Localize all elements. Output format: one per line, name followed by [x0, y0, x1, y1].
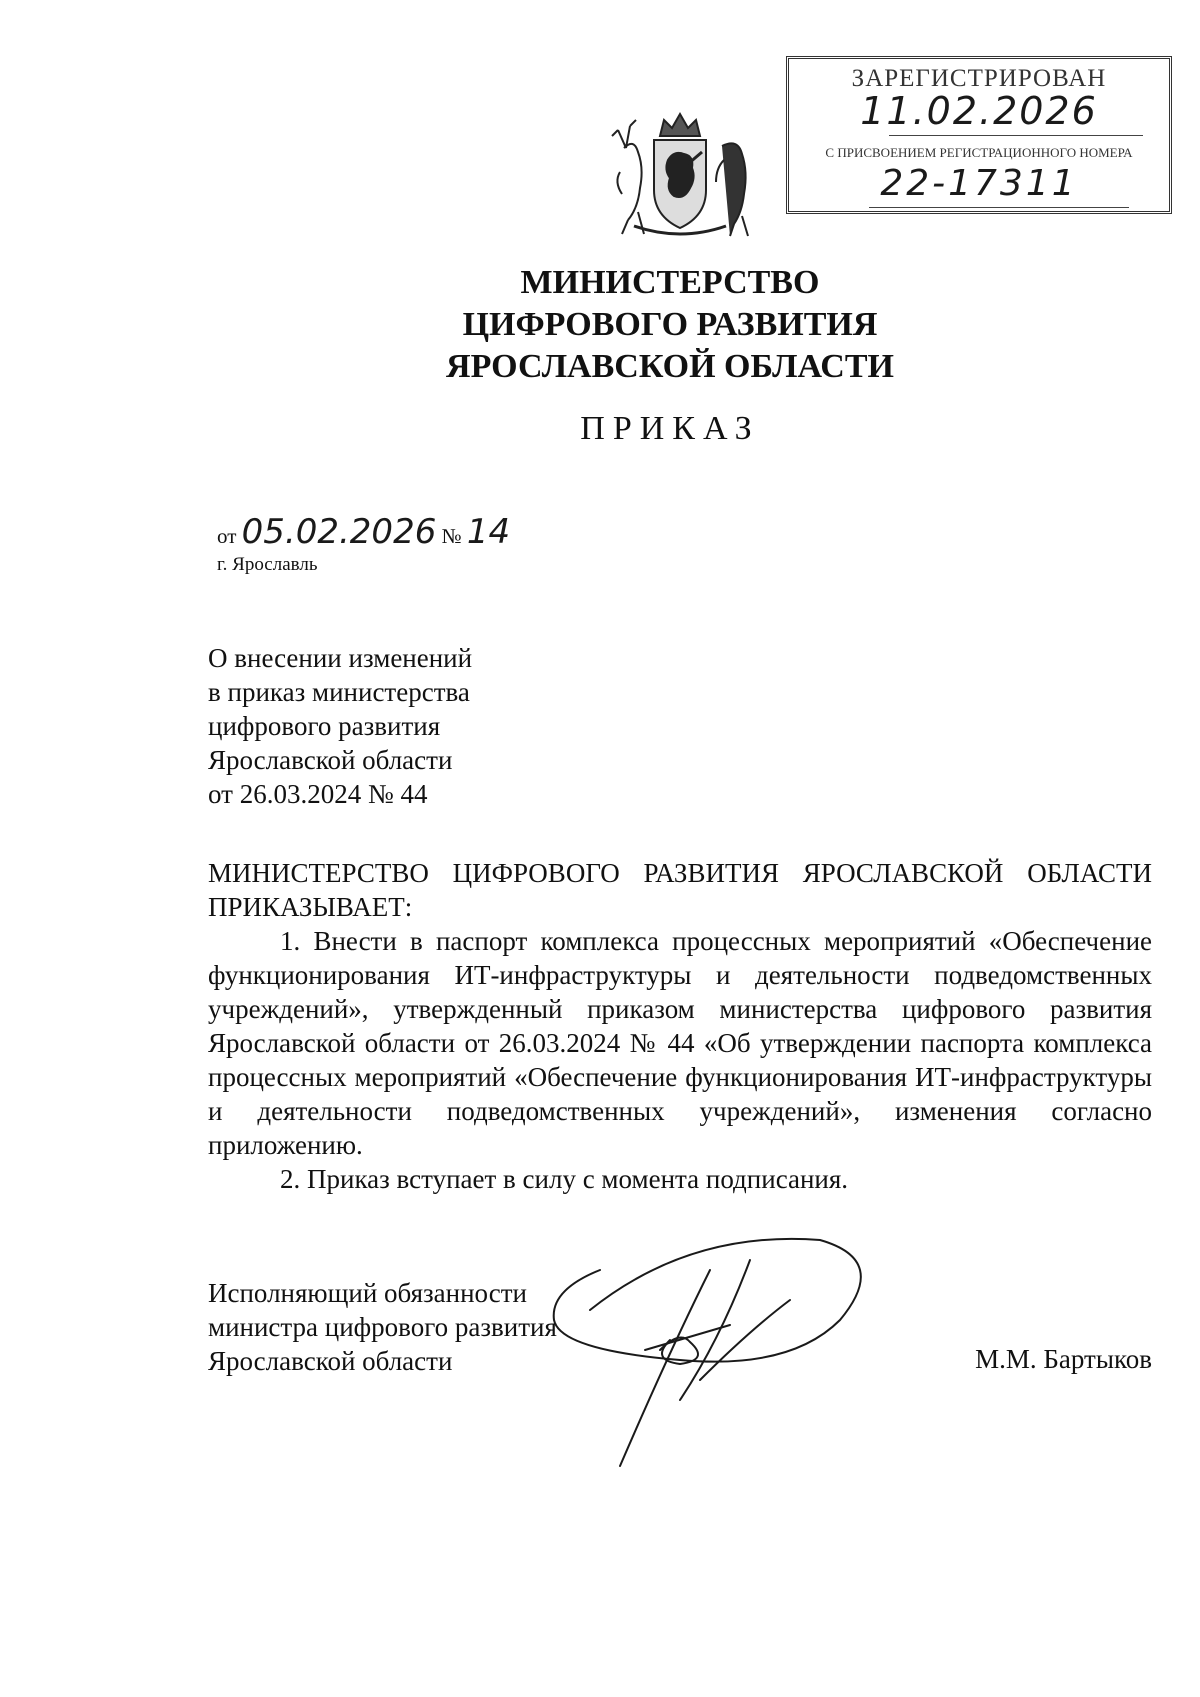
signatory-position	[208, 1276, 557, 1378]
registration-stamp	[786, 56, 1172, 214]
subject-line: от 26.03.2024 № 44	[208, 779, 428, 809]
subject-line: в приказ министерства	[208, 677, 470, 707]
number-prefix: №	[441, 524, 462, 548]
order-subject	[208, 641, 472, 811]
subject-line: О внесении изменений	[208, 643, 473, 673]
subject-line: цифрового развития	[208, 711, 441, 741]
date-prefix: от	[217, 524, 237, 548]
ministry-name	[0, 262, 1200, 388]
signatory-name: М.М. Бартыков	[975, 1344, 1152, 1374]
coat-of-arms-icon	[604, 108, 756, 244]
order-city: г. Ярославль	[217, 554, 318, 575]
signatory-position-line: министра цифрового развития	[208, 1312, 557, 1342]
order-date-number	[217, 512, 510, 552]
stamp-caption: С ПРИСВОЕНИЕМ РЕГИСТРАЦИОННОГО НОМЕРА	[825, 145, 1133, 160]
subject-line: Ярославской области	[208, 745, 453, 775]
stamp-underline	[889, 135, 1143, 136]
ministry-name-line: ЦИФРОВОГО РАЗВИТИЯ	[462, 306, 878, 343]
preamble-line: ПРИКАЗЫВАЕТ:	[208, 892, 413, 922]
ministry-name-line: ЯРОСЛАВСКОЙ ОБЛАСТИ	[446, 348, 894, 385]
signatory-position-line: Исполняющий обязанности	[208, 1278, 527, 1308]
stamp-title: ЗАРЕГИСТРИРОВАН	[851, 65, 1107, 92]
stamp-date: 11.02.2026	[860, 89, 1098, 133]
order-paragraph-2: 2. Приказ вступает в силу с момента подписания.	[280, 1164, 849, 1194]
preamble-line: МИНИСТЕРСТВО ЦИФРОВОГО РАЗВИТИЯ ЯРОСЛАВСКОЙ ОБЛАСТИ	[208, 858, 1152, 888]
order-number: 14	[466, 512, 511, 552]
order-date: 05.02.2026	[241, 512, 437, 552]
stamp-registration-number: 22-17311	[880, 163, 1078, 204]
order-paragraph-1: 1. Внести в паспорт комплекса процессных мероприятий «Обеспечение функционирования ИТ-инфраструктуры и деятельности подведомственных учреждений», утвержденный приказом министерства цифрового развития Ярославской области от 26.03.2024 № 44 «Об утверждении паспорта комплекса процессных мероприятий «Обеспечение функционирования ИТ-инфраструктуры и деятельности подведомственных учреждений», изменения согласно приложению.	[208, 926, 1152, 1160]
ministry-name-line: МИНИСТЕРСТВО	[520, 264, 820, 301]
document-type-title: ПРИКАЗ	[580, 410, 760, 447]
signatory-position-line: Ярославской области	[208, 1346, 453, 1376]
stamp-underline	[869, 207, 1129, 208]
order-body	[208, 856, 1152, 1196]
handwritten-signature	[550, 1230, 880, 1470]
